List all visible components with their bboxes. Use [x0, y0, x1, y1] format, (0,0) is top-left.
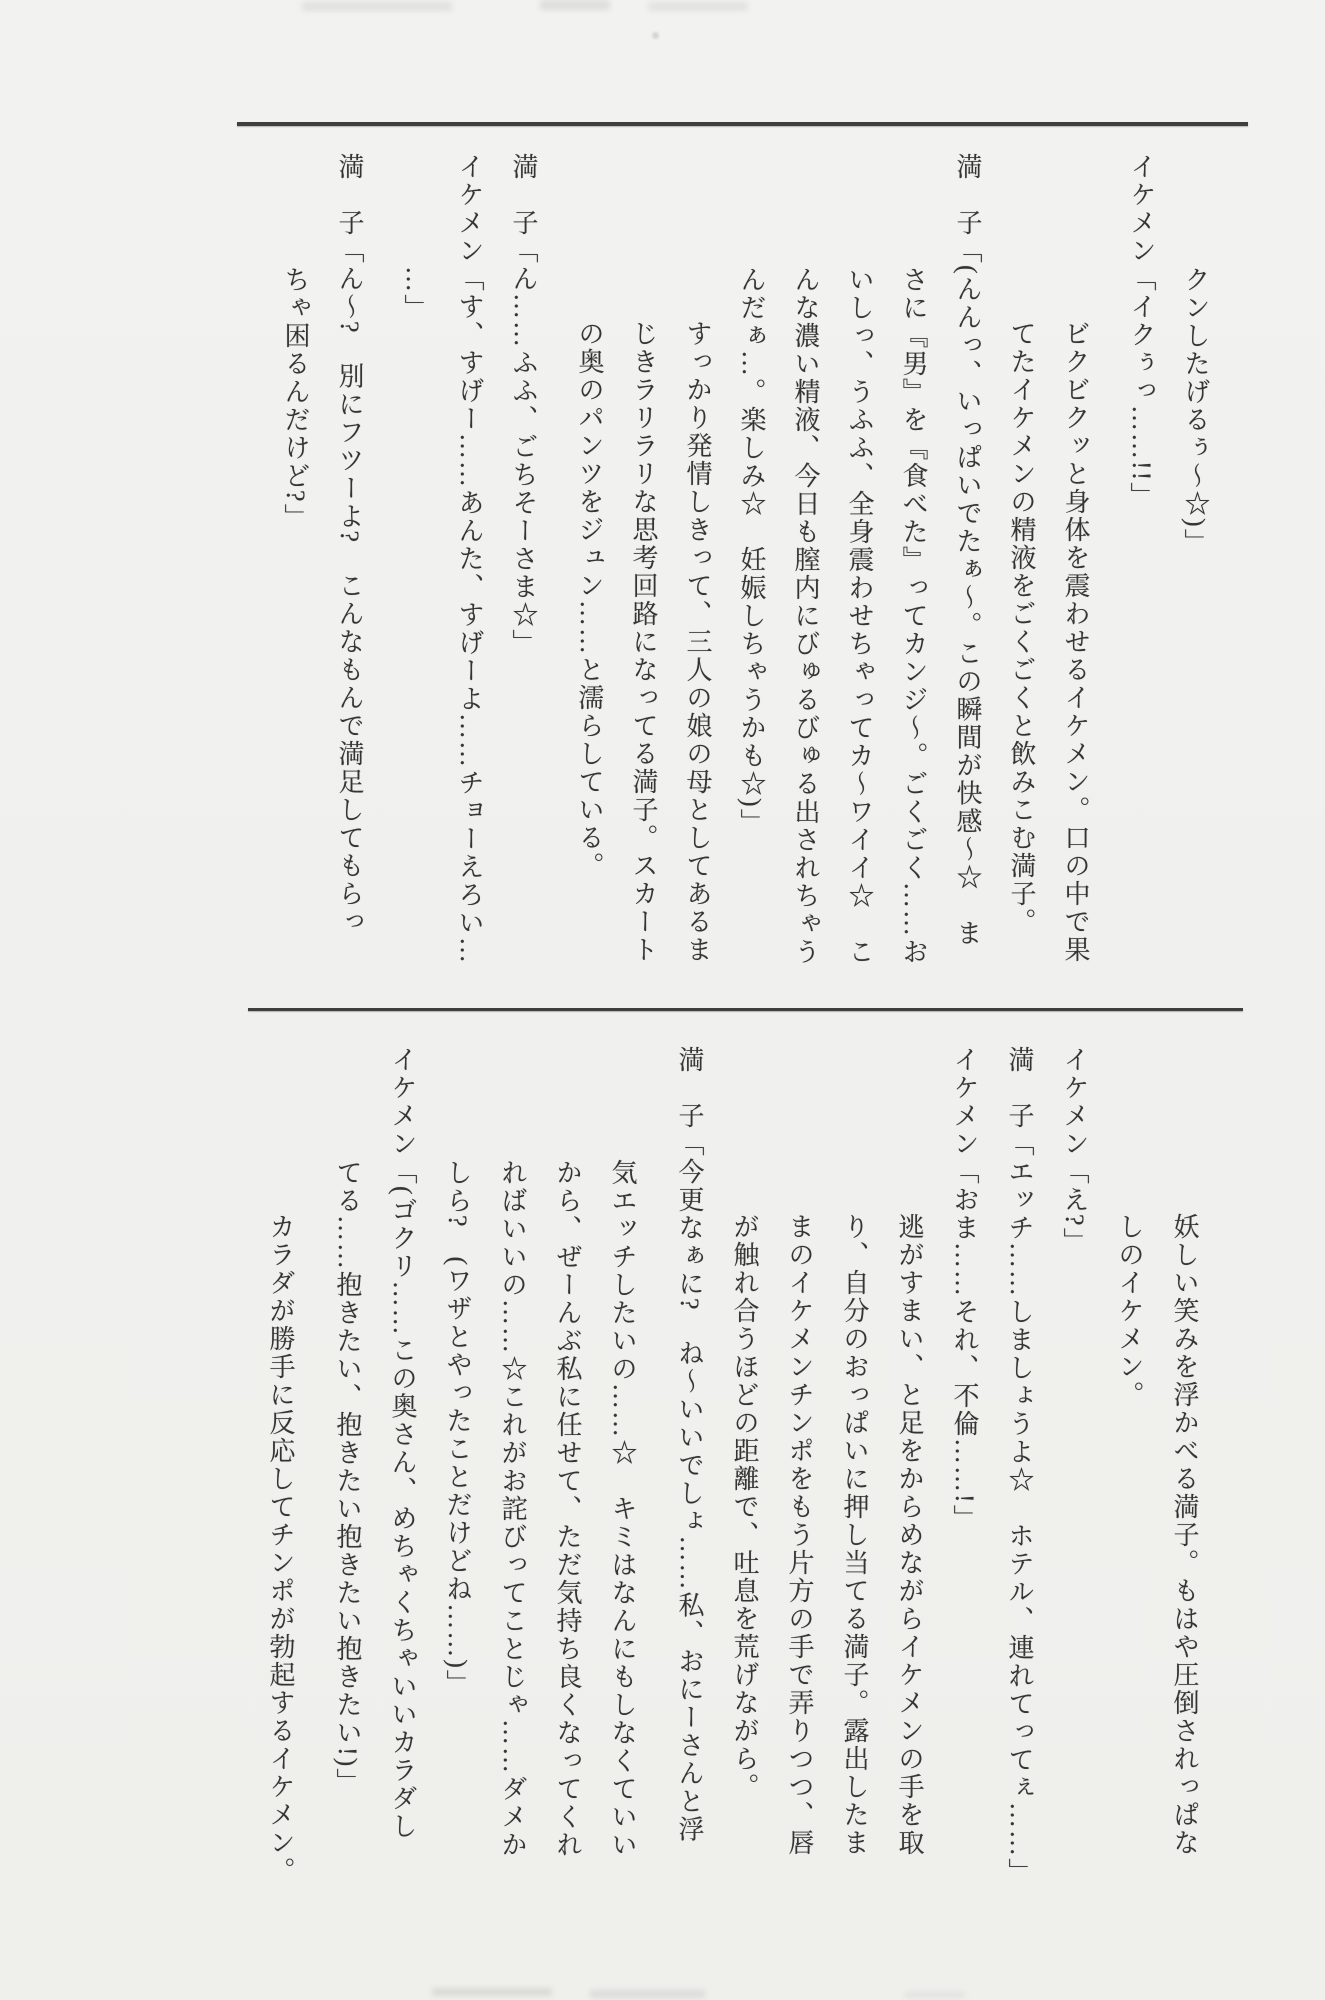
script-line: イケメン「(ゴクリ……この奥さん、めちゃくちゃいいカラダし [388, 1046, 417, 1841]
script-line: の奥のパンツをジュン……と濡らしている。 [575, 320, 604, 880]
scan-artifact [432, 1988, 552, 1996]
script-line: 逃がすまい、と足をからめながらイケメンの手を取 [895, 1213, 924, 1857]
script-line: んな濃い精液、今日も膣内にびゅるびゅる出されちゃう [791, 266, 820, 966]
scan-artifact [648, 2, 748, 11]
script-line: カラダが勝手に反応してチンポが勃起するイケメン。 [266, 1213, 295, 1885]
script-line: ちゃ困るんだけど?」 [281, 266, 310, 532]
script-line: から、ぜーんぶ私に任せて、ただ気持ち良くなってくれ [553, 1159, 582, 1859]
section-rule-bottom [248, 1008, 1243, 1011]
script-line: んだぁ…。楽しみ☆ 妊娠しちゃうかも☆)」 [737, 266, 766, 837]
script-line: 妖しい笑みを浮かべる満子。もはや圧倒されっぱな [1170, 1213, 1199, 1857]
script-line: 気エッチしたいの……☆ キミはなんにもしなくていい [608, 1159, 637, 1859]
script-section-bottom [253, 1046, 1212, 1898]
script-line: しのイケメン。 [1115, 1213, 1144, 1409]
scan-artifact [652, 32, 659, 39]
script-line: り、自分のおっぱいに押し当てる満子。露出したま [840, 1213, 869, 1857]
script-line: 満 子「ん〜? 別にフツーよ? こんなもんで満足してもらっ [335, 153, 364, 937]
script-line: が触れ合うほどの距離で、吐息を荒げながら。 [730, 1213, 759, 1801]
script-line: 満 子「エッチ……しましょうよ☆ ホテル、連れてってぇ……」 [1005, 1046, 1034, 1886]
scan-artifact [540, 0, 610, 10]
script-line: イケメン「え?」 [1060, 1046, 1089, 1256]
script-line: イケメン「おま……それ、不倫……!」 [950, 1046, 979, 1533]
script-line: 満 子「(んんっ、いっぱいでたぁ〜。この瞬間が快感〜☆ ま [953, 153, 982, 948]
scan-artifact [302, 2, 452, 11]
script-line: さに『男』を『食べた』ってカンジ〜。ごくごく……お [899, 266, 928, 966]
script-line: イケメン「す、すげー……あんた、すげーよ……チョーえろい… [455, 153, 484, 965]
script-section-top [268, 153, 1222, 973]
script-line: クンしたげるぅ〜☆)」 [1181, 266, 1210, 557]
scan-artifact [590, 1990, 705, 1998]
script-line: ればいいの……☆これがお詫びってことじゃ……ダメか [498, 1159, 527, 1859]
script-line: てる……抱きたい、抱きたい抱きたい抱きたい!)」 [333, 1159, 362, 1797]
script-line: しら? (ワザとやったことだけどね……)」 [443, 1159, 472, 1698]
section-rule-top [237, 122, 1248, 126]
scan-artifact [905, 1992, 965, 1998]
script-line: ビクビクッと身体を震わせるイケメン。口の中で果 [1061, 320, 1090, 964]
script-line: すっかり発情しきって、三人の娘の母としてあるま [683, 320, 712, 964]
script-line: 満 子「ん……ふふ、ごちそーさま☆」 [509, 153, 538, 657]
script-line: まのイケメンチンポをもう片方の手で弄りつつ、唇 [785, 1213, 814, 1857]
script-line: いしっ、うふふ、全身震わせちゃってカ〜ワイイ☆ こ [845, 266, 874, 966]
script-line: イケメン「イクぅっ……!!」 [1127, 153, 1156, 511]
script-line: 満 子「今更なぁに? ね〜いいでしょ……私、おにーさんと浮 [675, 1046, 704, 1844]
script-line: てたイケメンの精液をごくごくと飲みこむ満子。 [1007, 320, 1036, 936]
script-line: …」 [401, 266, 430, 322]
script-line: じきラリラリな思考回路になってる満子。スカート [629, 320, 658, 964]
